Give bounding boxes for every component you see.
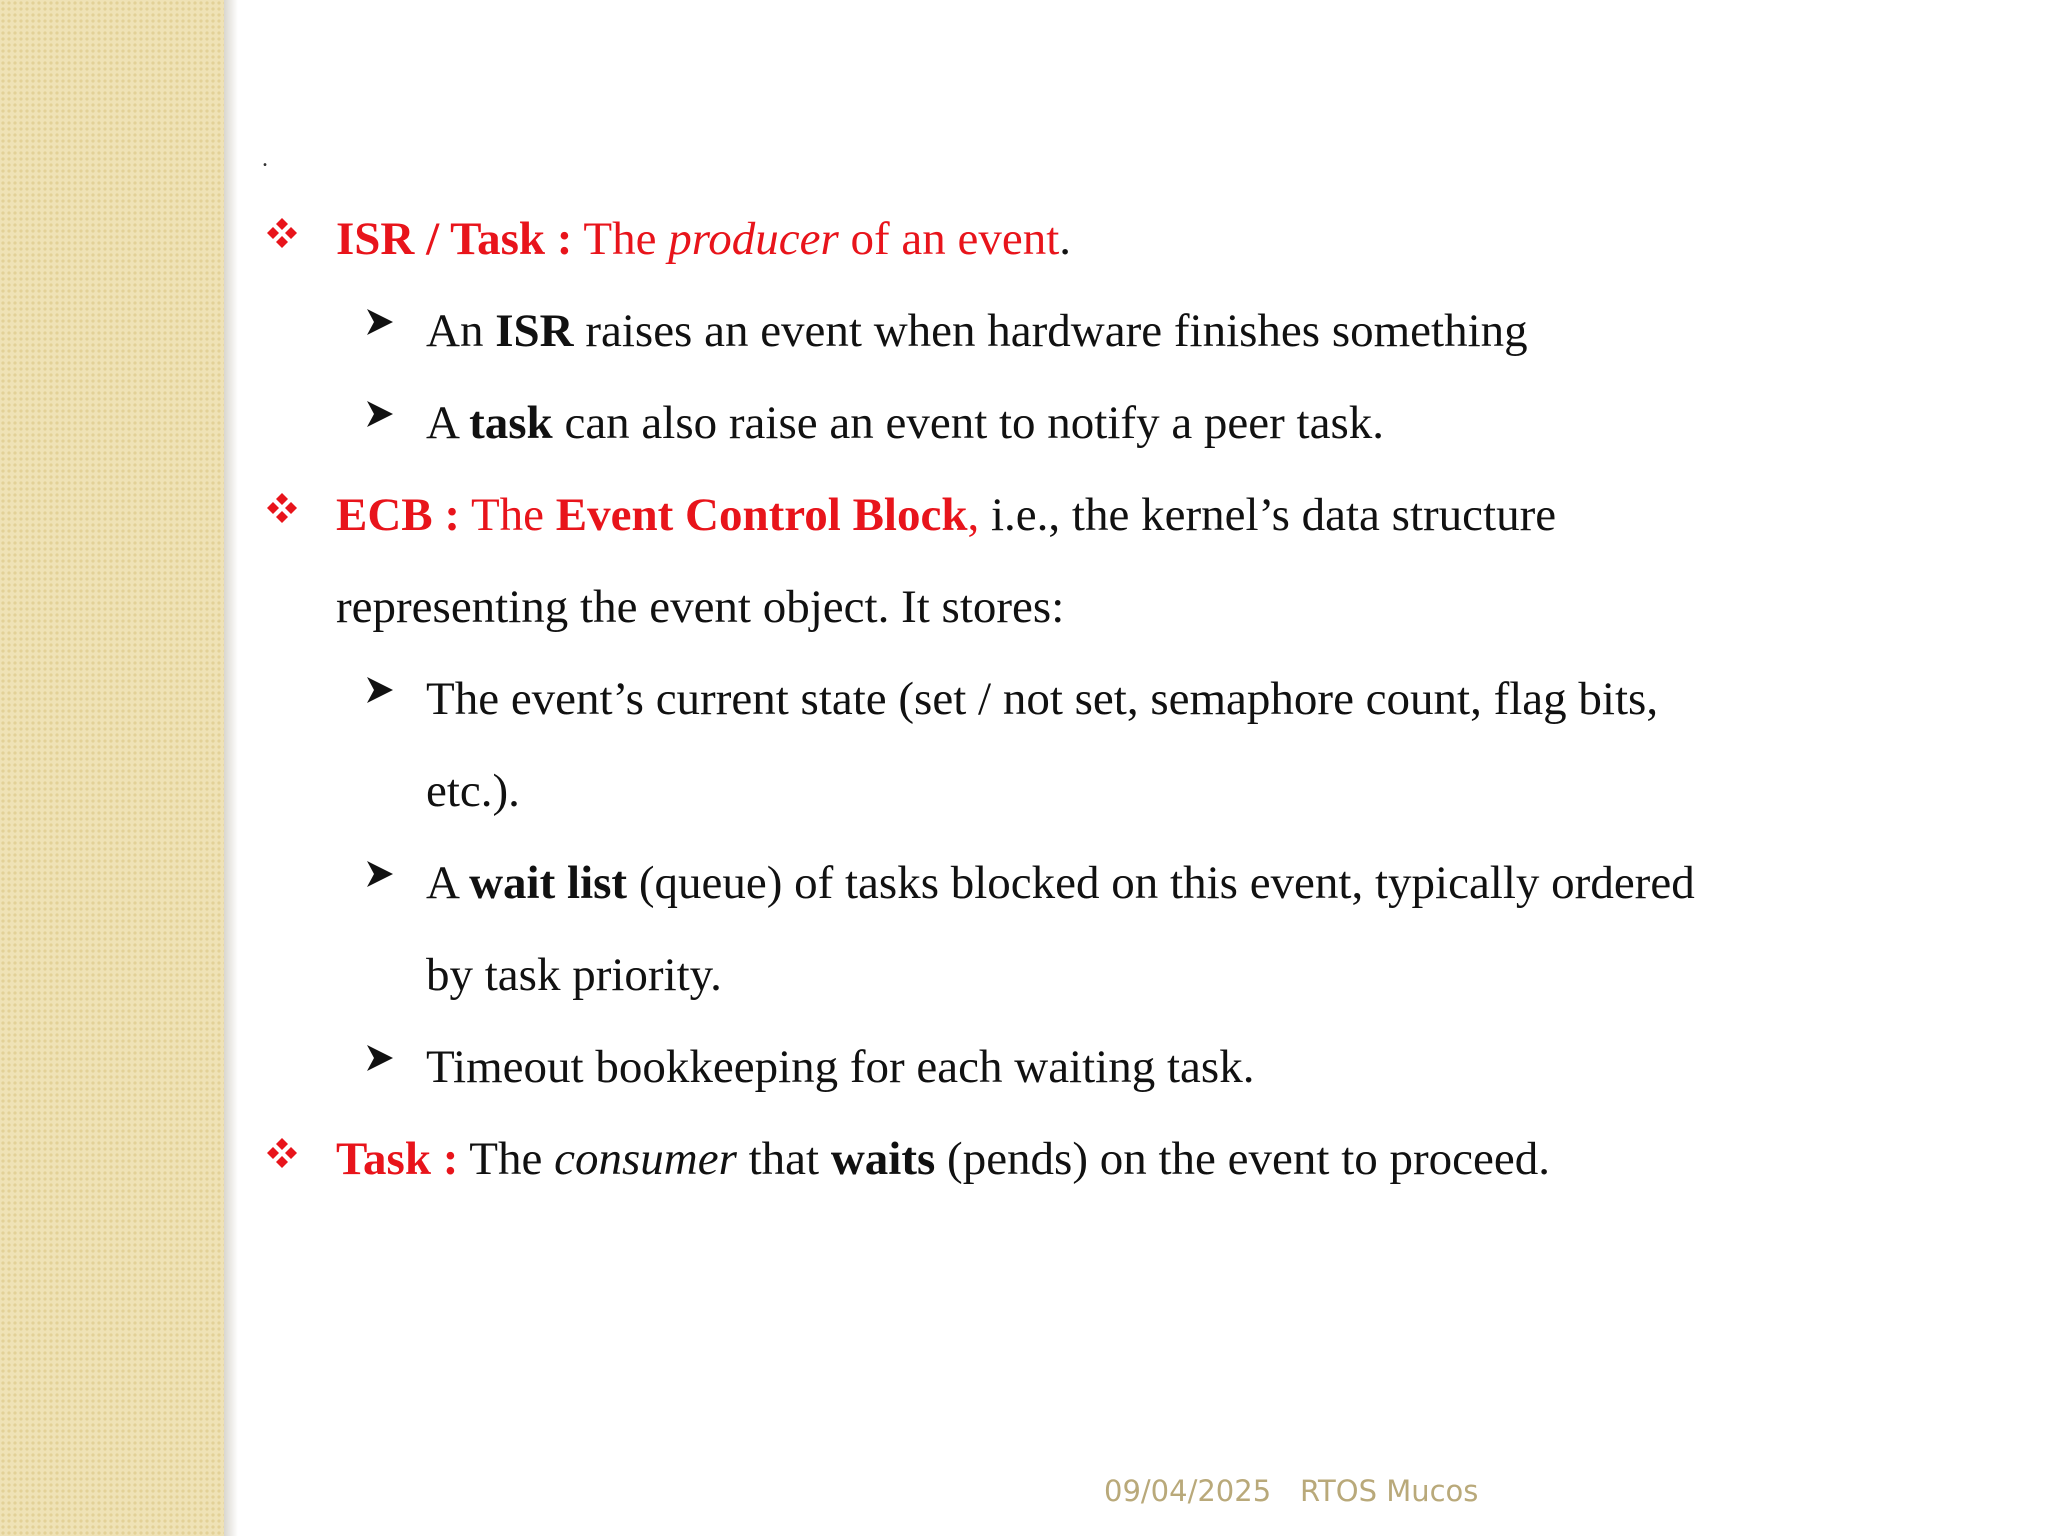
sub-bullet-isr: An ISR raises an event when hardware finishes something (426, 305, 1528, 357)
bullet-label: ISR / Task : (336, 213, 573, 265)
sub-bullet-timeout: Timeout bookkeeping for each waiting task. (426, 1041, 1255, 1093)
bullet-label: Task : (336, 1133, 459, 1185)
sub-bullet-wait-list: A wait list (queue) of tasks blocked on this event, typically ordered (426, 857, 1695, 909)
four-diamond-icon (264, 215, 300, 251)
four-diamond-icon (264, 1135, 300, 1171)
arrowhead-icon (365, 1043, 395, 1073)
sub-bullet-state-continuation: etc.). (426, 765, 520, 817)
footer-date: 09/04/2025 (1104, 1474, 1272, 1508)
bullet-label: ECB : (336, 489, 461, 541)
four-diamond-icon (264, 490, 300, 526)
sub-bullet-wait-list-continuation: by task priority. (426, 949, 722, 1001)
footer-title: RTOS Mucos (1300, 1474, 1479, 1508)
decorative-sidebar (0, 0, 224, 1536)
bullet-ecb: ECB : The Event Control Block, i.e., the kernel’s data structure (336, 489, 1557, 541)
sidebar-shadow (224, 0, 238, 1536)
arrowhead-icon (365, 859, 395, 889)
arrowhead-icon (365, 307, 395, 337)
bullet-ecb-continuation: representing the event object. It stores: (336, 581, 1065, 633)
sub-bullet-state: The event’s current state (set / not set, semaphore count, flag bits, (426, 673, 1659, 725)
arrowhead-icon (365, 399, 395, 429)
top-mark: . (262, 146, 268, 172)
arrowhead-icon (365, 675, 395, 705)
bullet-task-consumer: Task : The consumer that waits (pends) on the event to proceed. (336, 1133, 1550, 1185)
sub-bullet-task: A task can also raise an event to notify a peer task. (426, 397, 1385, 449)
bullet-isr-task: ISR / Task : The producer of an event. (336, 213, 1072, 265)
